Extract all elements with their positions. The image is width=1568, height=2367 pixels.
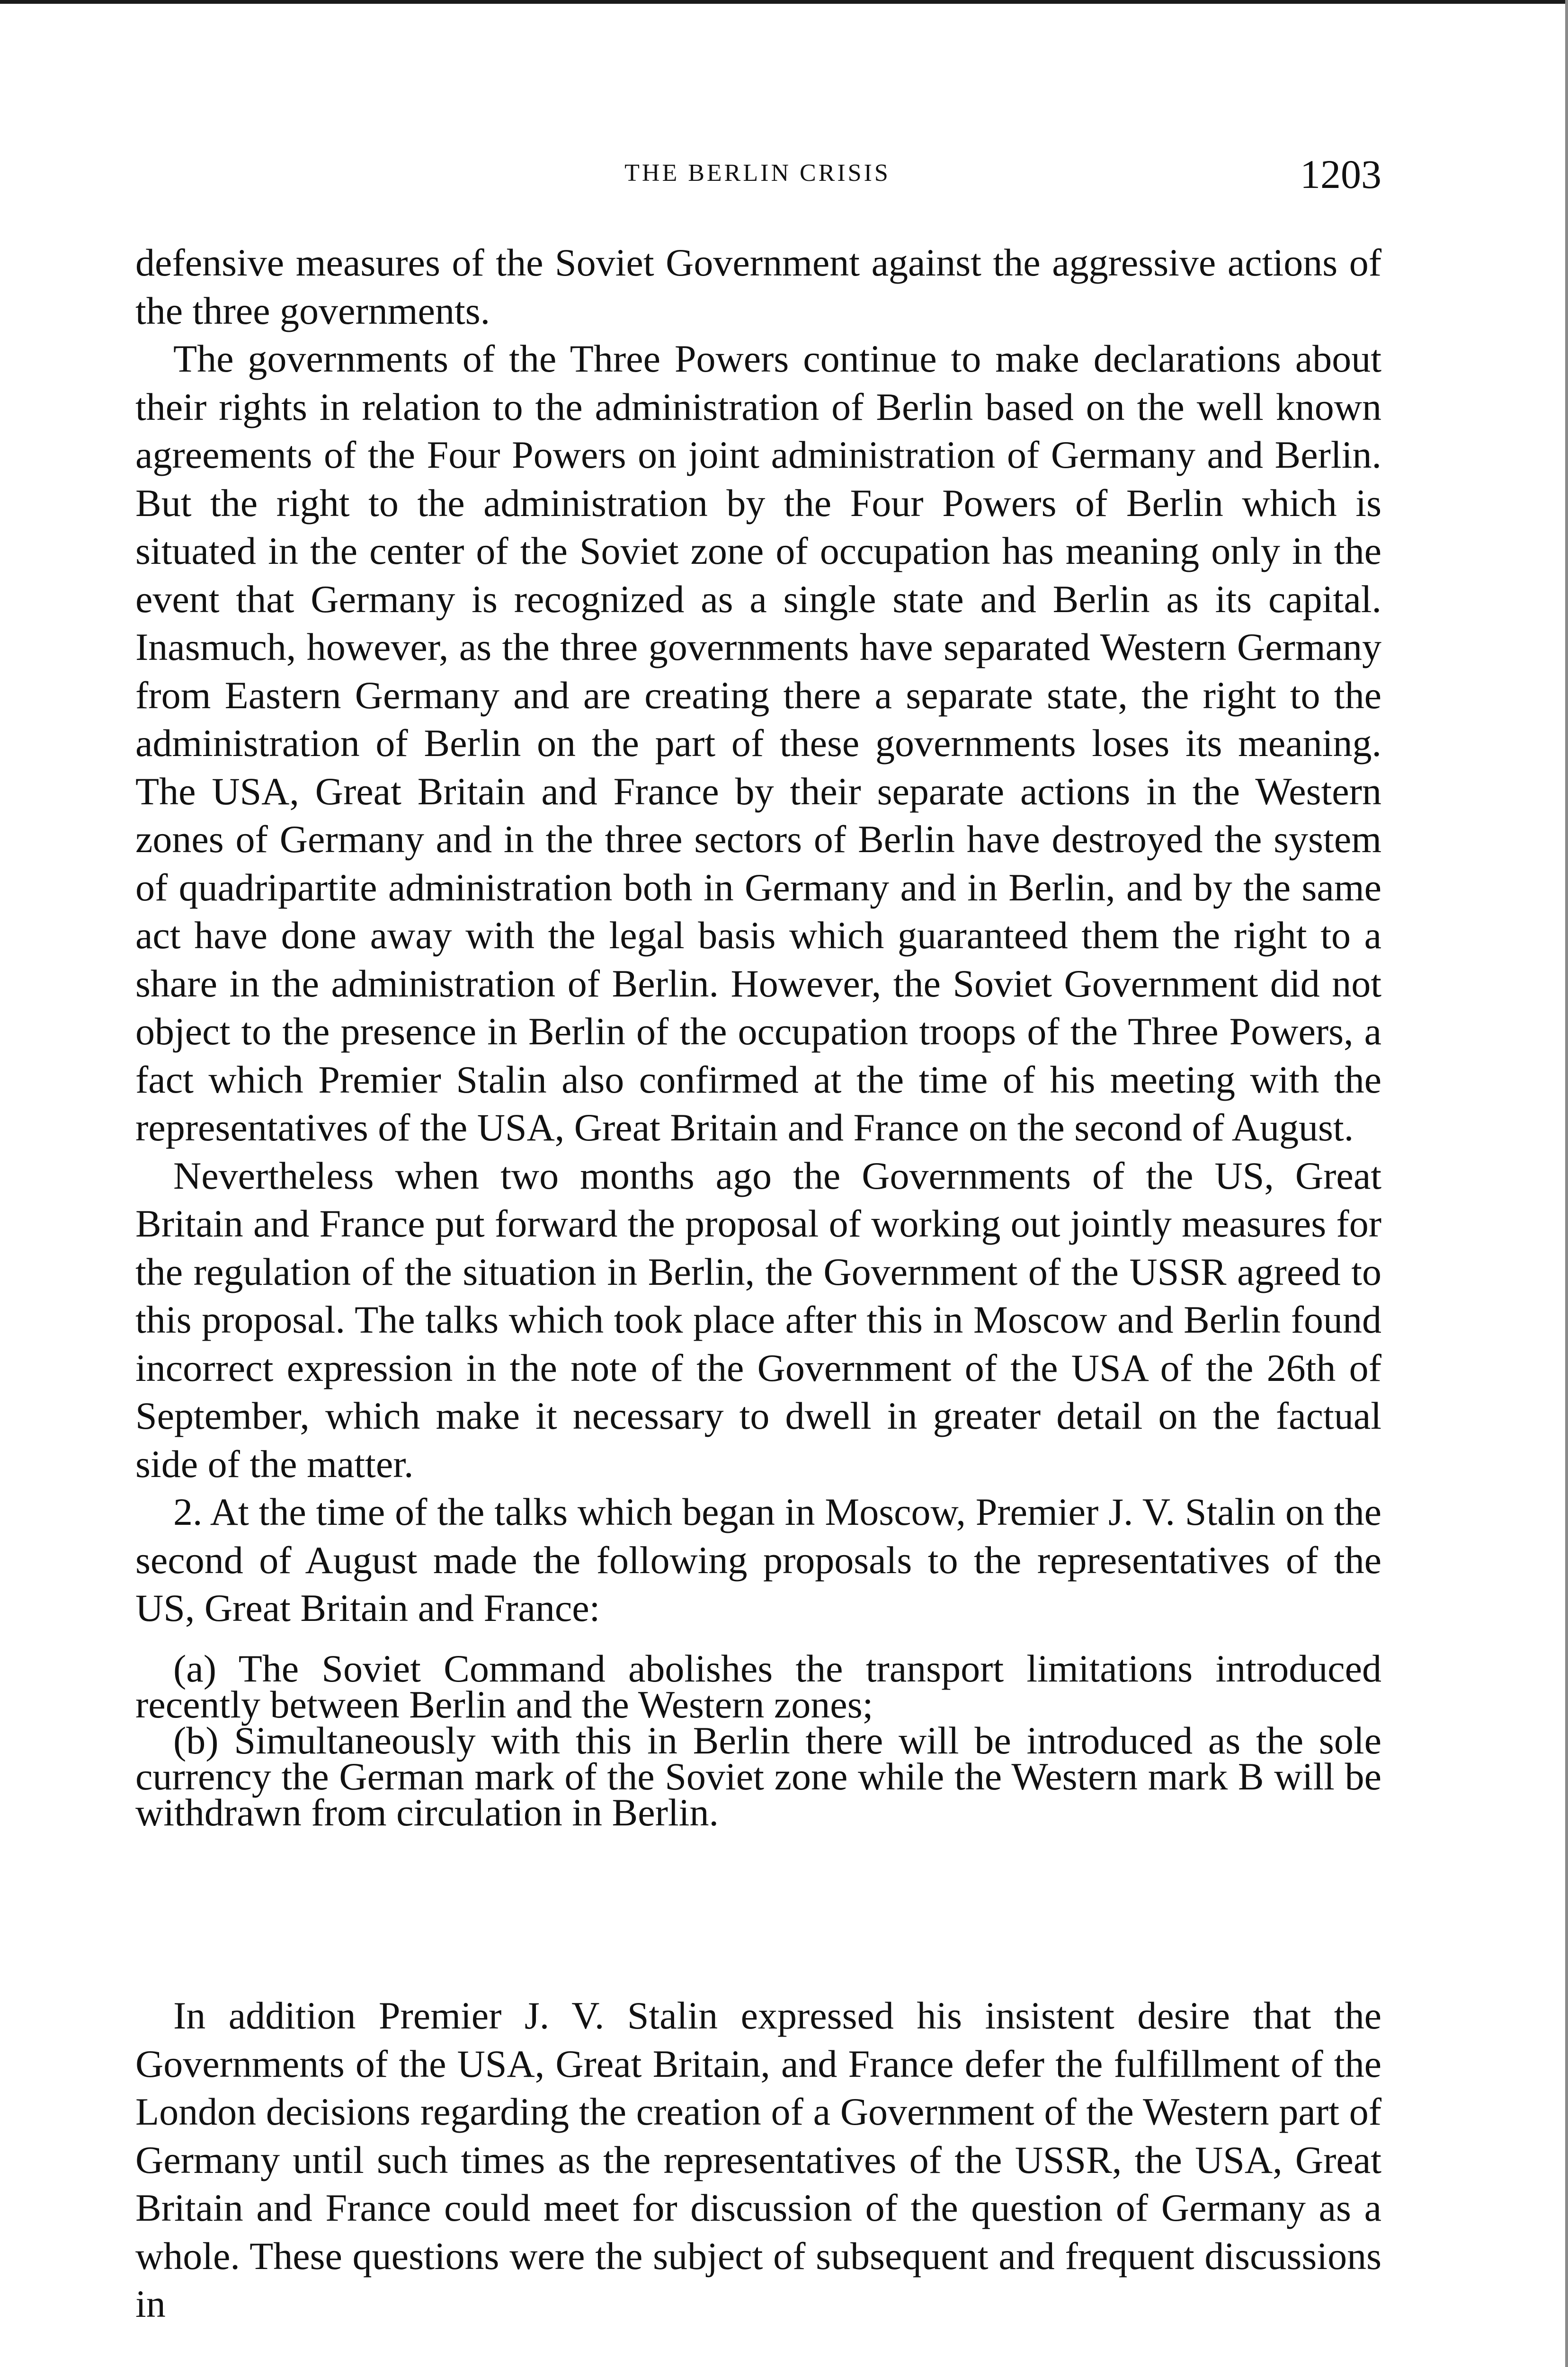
running-header (0, 151, 1568, 198)
main-text (135, 239, 1381, 1632)
running-title: THE BERLIN CRISIS (624, 160, 891, 187)
paragraph-nevertheless: Nevertheless when two months ago the Governments of the US, Great Britain and France put forward the proposal of working out jointly measures for the regulation of the situation in Berlin, the Government of the USSR agreed to this proposal. The talks which took place after this in Moscow and Berlin found incorrect expression in the note of the Government of the USA of the 26th of September, which make it necessary to dwell in greater detail on the factual side of the matter. (135, 1154, 1381, 1486)
proposal-a: (a) The Soviet Command abolishes the transport limitations introduced recently between Berlin and the Western zones; (135, 1647, 1381, 1726)
paragraph-section-2: 2. At the time of the talks which began in Moscow, Premier J. V. Stalin on the second of August made the following proposals to the representatives of the US, Great Britain and France: (135, 1490, 1381, 1629)
paragraph-in-addition: In addition Premier J. V. Stalin expressed his insistent desire that the Governments of the USA, Great Britain, and France defer the fulfillment of the London decisions regarding the creation of a Government of the Western part of Germany until such times as the representatives of the USSR, the USA, Great Britain and France could meet for discussion of the question of Germany as a whole. These questions were the subject of subsequent and frequent discussions in (135, 1994, 1381, 2325)
paragraph-three-powers: The governments of the Three Powers continue to make declarations about their rights in relation to the administration of Berlin based on the well known agreements of the Four Powers on joint administration of Germany and Berlin. But the right to the administration by the Four Powers of Berlin which is situated in the center of the Soviet zone of occupation has meaning only in the event that Germany is recognized as a single state and Berlin as its capital. Inasmuch, however, as the three governments have separated Western Germany from Eastern Germany and are creating there a separate state, the right to the administration of Berlin on the part of these governments loses its meaning. The USA, Great Britain and France by their separate actions in the Western zones of Germany and in the three sectors of Berlin have destroyed the system of quadripartite administration both in Germany and in Berlin, and by the same act have done away with the legal basis which guaranteed them the right to a share in the administration of Berlin. However, the Soviet Government did not object to the presence in Berlin of the occupation troops of the Three Powers, a fact which Premier Stalin also confirmed at the time of his meeting with the representatives of the USA, Great Britain and France on the second of August. (135, 337, 1381, 1149)
page-number: 1203 (1300, 151, 1381, 197)
proposal-b: (b) Simultaneously with this in Berlin there will be introduced as the sole currency the German mark of the Soviet zone while the Western mark B will be withdrawn from circulation in Berlin. (135, 1719, 1381, 1834)
paragraph-continued: defensive measures of the Soviet Government against the aggressive actions of the three governments. (135, 241, 1381, 332)
page-right-edge (1565, 0, 1568, 2367)
page-top-edge (0, 0, 1568, 4)
proposals-list (135, 1647, 1381, 1834)
closing-text (135, 1992, 1381, 2328)
